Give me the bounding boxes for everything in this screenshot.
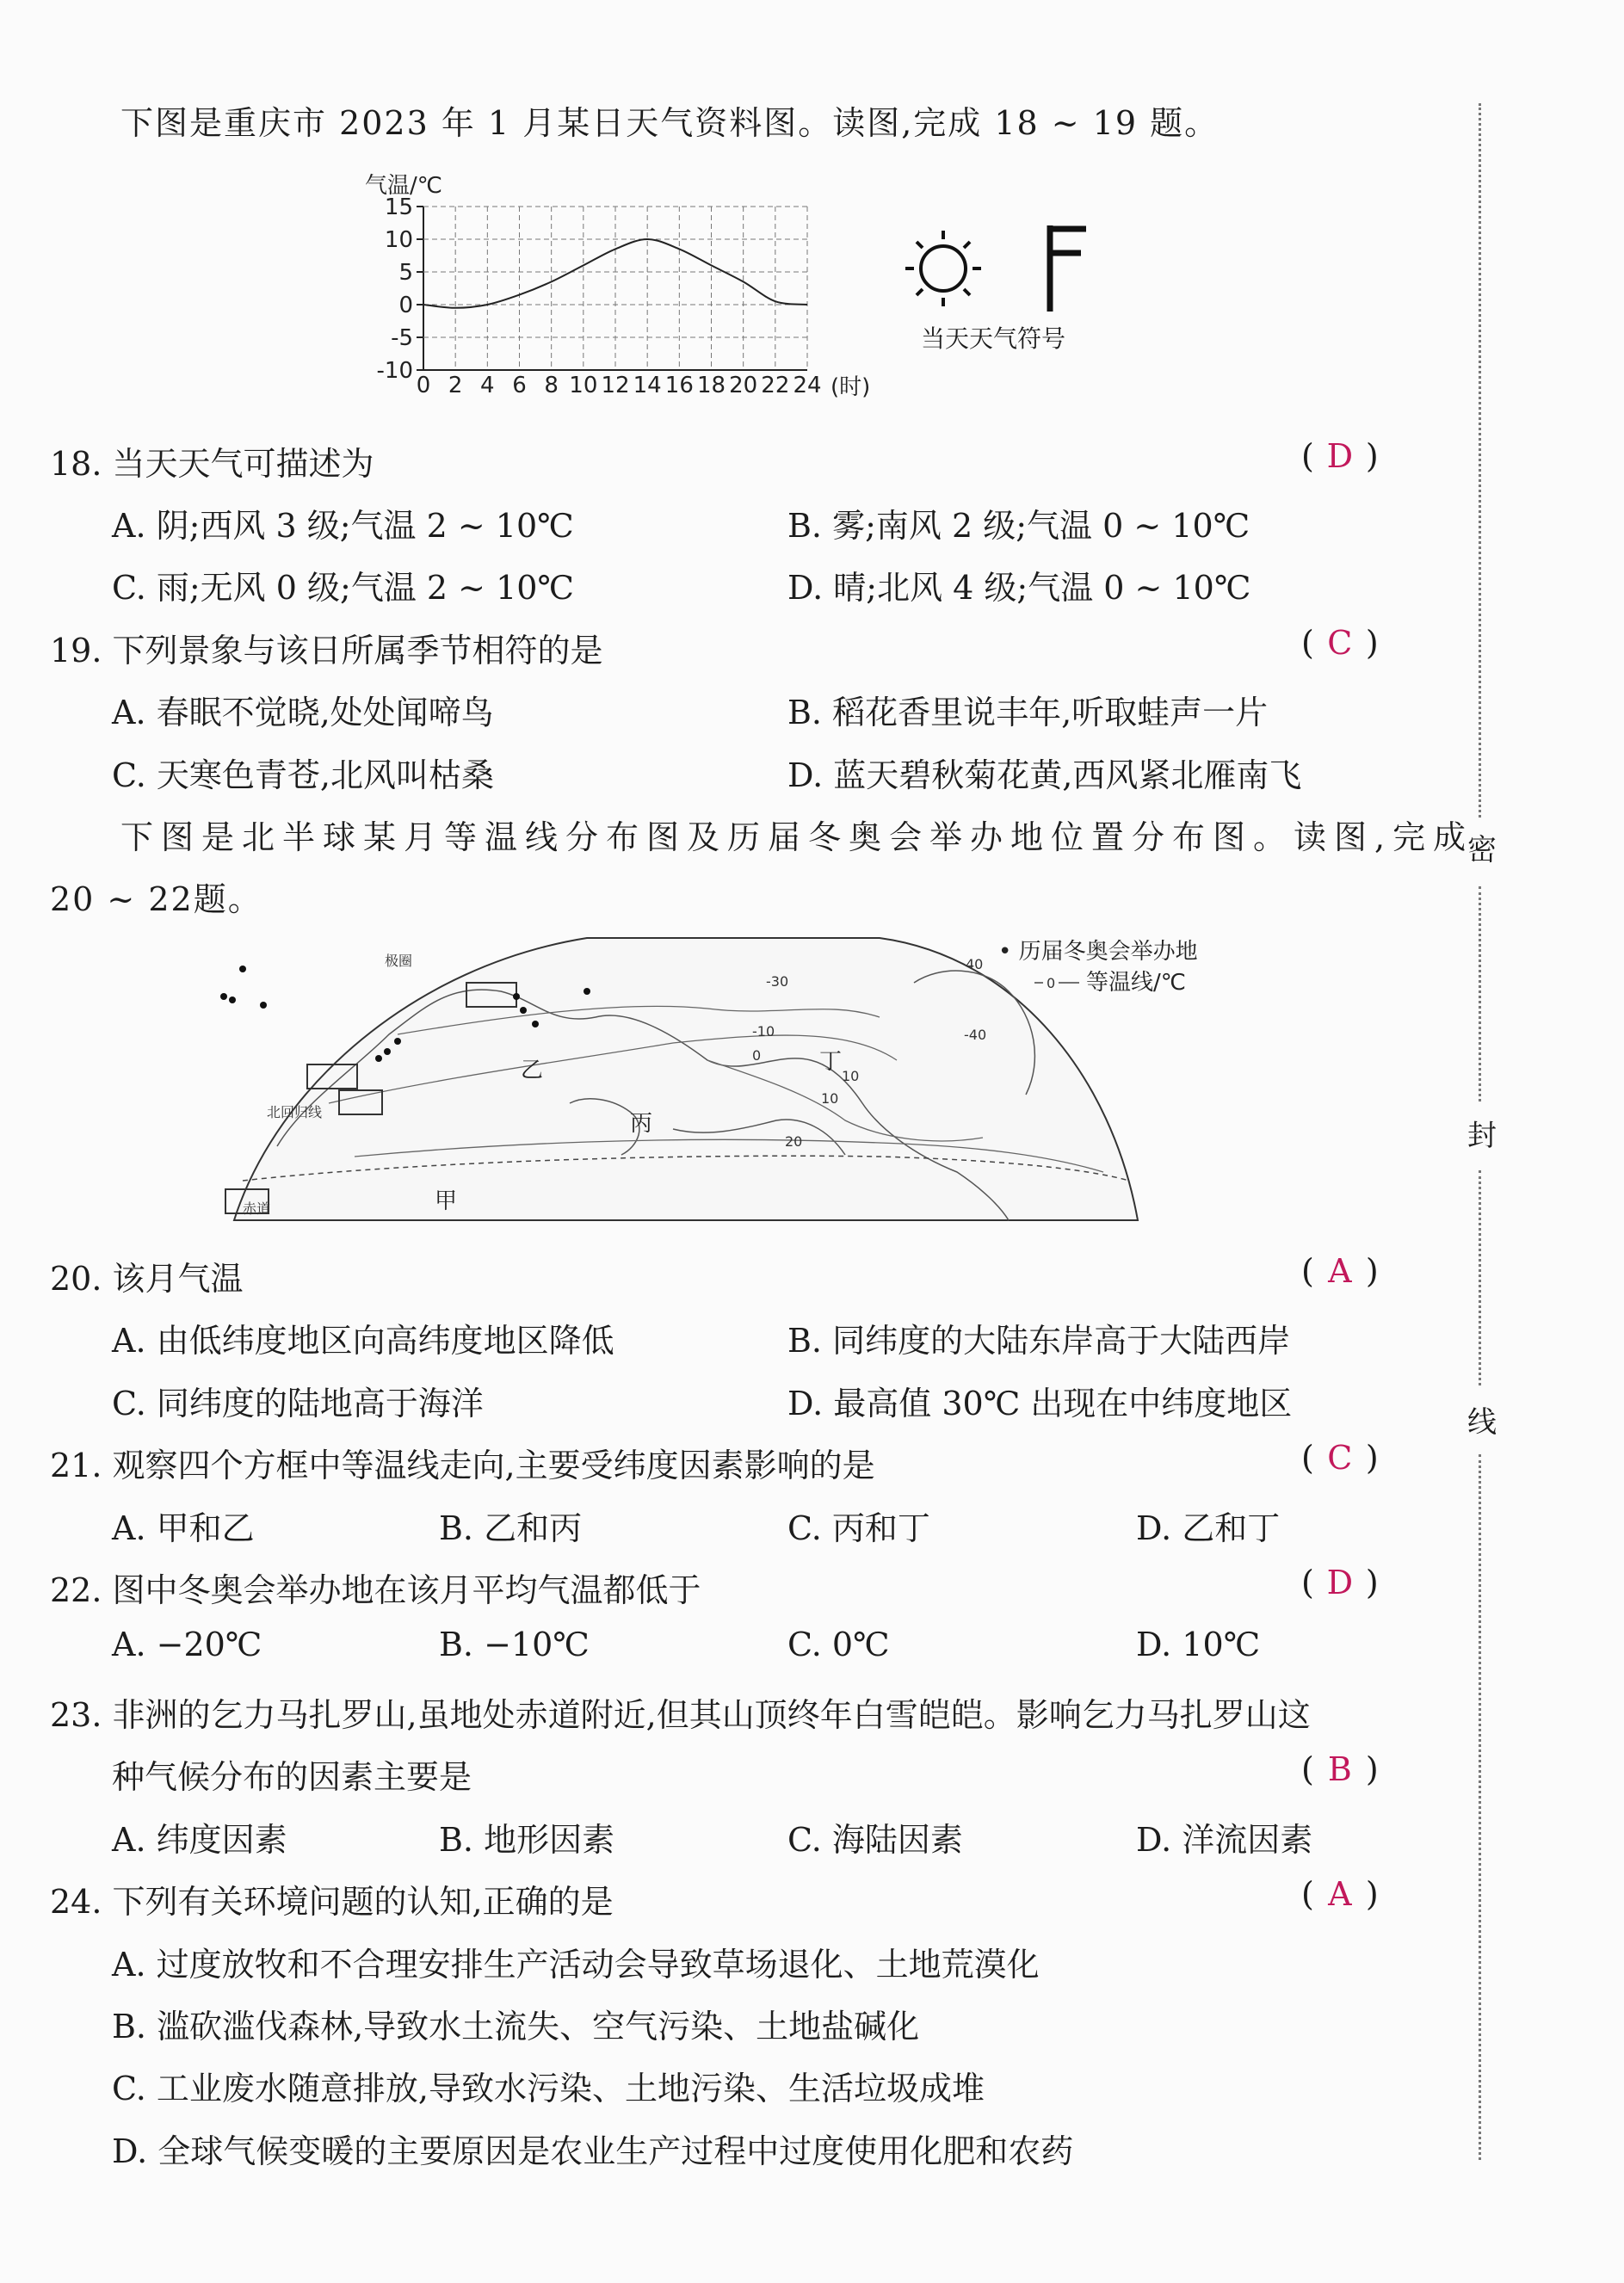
option-22-d: D. 10℃ xyxy=(1136,1626,1261,1663)
option-19-d: D. 蓝天碧秋菊花黄,西风紧北雁南飞 xyxy=(787,756,1302,794)
option-18-a: A. 阴;西风 3 级;气温 2 ~ 10℃ xyxy=(112,507,574,545)
answer-24: ( A ) xyxy=(1301,1875,1379,1913)
option-18-b: B. 雾;南风 2 级;气温 0 ~ 10℃ xyxy=(787,507,1250,545)
legend-iso: 等温线/℃ xyxy=(1086,970,1186,996)
option-21-a: A. 甲和乙 xyxy=(112,1509,255,1547)
option-24-d: D. 全球气候变暖的主要原因是农业生产过程中过度使用化肥和农药 xyxy=(112,2132,1074,2170)
margin-dotted-rule-3 xyxy=(1479,1170,1481,1385)
x-axis-label: (时) xyxy=(831,374,871,400)
question-23: 23. 非洲的乞力马扎罗山,虽地处赤道附近,但其山顶终年白雪皑皑。影响乞力马扎罗山这 xyxy=(50,1696,1311,1734)
option-19-a: A. 春眠不觉晓,处处闻啼鸟 xyxy=(112,694,494,731)
iso-value-6: -40 xyxy=(964,1027,987,1043)
option-21-c: C. 丙和丁 xyxy=(787,1509,930,1547)
option-23-a: A. 纬度因素 xyxy=(112,1821,287,1859)
y-tick-label: 10 xyxy=(384,227,413,253)
y-tick-label: -10 xyxy=(376,358,413,384)
option-24-a: A. 过度放牧和不合理安排生产活动会导致草场退化、土地荒漠化 xyxy=(112,1946,1040,1984)
margin-char-feng: 封 xyxy=(1467,1119,1497,1153)
x-tick-label: 18 xyxy=(696,373,726,398)
answer-21: ( C ) xyxy=(1301,1439,1379,1477)
weather-symbol-caption: 当天天气符号 xyxy=(921,324,1066,353)
iso-value-7: 40 xyxy=(966,956,984,972)
option-18-d: D. 晴;北风 4 级;气温 0 ~ 10℃ xyxy=(787,569,1251,607)
option-23-d: D. 洋流因素 xyxy=(1136,1821,1313,1859)
margin-dotted-rule-4 xyxy=(1479,1454,1481,2160)
margin-dotted-rule-1 xyxy=(1479,103,1481,818)
question-19: 19. 下列景象与该日所属季节相符的是 xyxy=(50,632,603,669)
question-21: 21. 观察四个方框中等温线走向,主要受纬度因素影响的是 xyxy=(50,1447,875,1484)
legend-iso-value: 0 xyxy=(1047,975,1056,991)
box-label-ding: 丁 xyxy=(819,1049,843,1075)
y-axis-label: 气温/℃ xyxy=(365,173,442,199)
region-label: 极圈 xyxy=(385,953,413,969)
question-22: 22. 图中冬奥会举办地在该月平均气温都低于 xyxy=(50,1571,701,1609)
sun-icon xyxy=(895,225,1016,329)
answer-18: ( D ) xyxy=(1301,437,1379,475)
question-24: 24. 下列有关环境问题的认知,正确的是 xyxy=(50,1883,614,1921)
x-tick-label: 24 xyxy=(793,373,822,398)
option-18-c: C. 雨;无风 0 级;气温 2 ~ 10℃ xyxy=(112,569,574,607)
option-22-a: A. −20℃ xyxy=(112,1626,262,1663)
x-tick-label: 8 xyxy=(544,373,559,398)
margin-char-mi: 密 xyxy=(1467,833,1497,867)
y-tick-label: 15 xyxy=(384,194,413,220)
x-tick-label: 20 xyxy=(729,373,758,398)
option-21-d: D. 乙和丁 xyxy=(1136,1509,1281,1547)
box-label-yi: 乙 xyxy=(521,1058,544,1083)
answer-22: ( D ) xyxy=(1301,1564,1379,1601)
option-24-b: B. 滥砍滥伐森林,导致水土流失、空气污染、土地盐碱化 xyxy=(112,2008,920,2045)
x-tick-label: 0 xyxy=(416,373,431,398)
x-tick-label: 16 xyxy=(664,373,694,398)
option-19-c: C. 天寒色青苍,北风叫枯桑 xyxy=(112,756,494,794)
legend-site: • 历届冬奥会举办地 xyxy=(998,939,1198,965)
option-23-b: B. 地形因素 xyxy=(439,1821,615,1859)
intro-20-22-line2: 20 ~ 22题。 xyxy=(50,880,262,918)
option-20-a: A. 由低纬度地区向高纬度地区降低 xyxy=(112,1322,614,1360)
answer-20: ( A ) xyxy=(1301,1252,1379,1290)
answer-23: ( B ) xyxy=(1301,1750,1379,1788)
option-20-b: B. 同纬度的大陆东岸高于大陆西岸 xyxy=(787,1322,1291,1360)
y-tick-label: 5 xyxy=(398,260,413,286)
equator-label: 赤道 xyxy=(243,1200,271,1217)
margin-char-xian: 线 xyxy=(1467,1405,1497,1440)
option-24-c: C. 工业废水随意排放,导致水污染、土地污染、生活垃圾成堆 xyxy=(112,2070,985,2107)
option-20-c: C. 同纬度的陆地高于海洋 xyxy=(112,1385,484,1422)
question-18: 18. 当天天气可描述为 xyxy=(50,445,374,483)
chart-grid xyxy=(417,207,807,370)
box-label-bing: 丙 xyxy=(630,1111,653,1137)
option-23-c: C. 海陆因素 xyxy=(787,1821,963,1859)
intro-20-22-line1: 下图是北半球某月等温线分布图及历届冬奥会举办地位置分布图。读图,完成 xyxy=(120,818,1474,856)
tropic-label: 北回归线 xyxy=(267,1104,323,1120)
iso-value-3: 0 xyxy=(752,1047,762,1064)
option-22-c: C. 0℃ xyxy=(787,1626,890,1663)
iso-value-8: 10 xyxy=(821,1090,839,1107)
box-label-jia: 甲 xyxy=(435,1188,458,1214)
x-tick-label: 4 xyxy=(480,373,495,398)
iso-value-1: -30 xyxy=(766,973,789,990)
x-tick-label: 22 xyxy=(761,373,790,398)
margin-dotted-rule-2 xyxy=(1479,886,1481,1101)
option-20-d: D. 最高值 30℃ 出现在中纬度地区 xyxy=(787,1385,1293,1422)
option-19-b: B. 稻花香里说丰年,听取蛙声一片 xyxy=(787,694,1269,731)
iso-value-4: 10 xyxy=(842,1068,860,1084)
iso-value-5: 20 xyxy=(785,1133,803,1150)
question-20: 20. 该月气温 xyxy=(50,1260,244,1298)
answer-19: ( C ) xyxy=(1301,624,1379,662)
intro-18-19: 下图是重庆市 2023 年 1 月某日天气资料图。读图,完成 18 ~ 19 题。 xyxy=(120,104,1220,142)
x-tick-label: 6 xyxy=(512,373,527,398)
question-23-line2: 种气候分布的因素主要是 xyxy=(112,1758,472,1796)
wind-barb-icon xyxy=(1041,222,1093,317)
option-21-b: B. 乙和丙 xyxy=(439,1509,583,1547)
temperature-chart xyxy=(344,164,904,413)
x-tick-label: 12 xyxy=(601,373,630,398)
y-tick-label: -5 xyxy=(391,325,413,351)
y-tick-label: 0 xyxy=(398,293,413,318)
x-tick-label: 14 xyxy=(633,373,662,398)
option-22-b: B. −10℃ xyxy=(439,1626,590,1663)
x-tick-label: 10 xyxy=(569,373,598,398)
isotherm-map xyxy=(225,931,1198,1224)
iso-value-2: -10 xyxy=(752,1023,775,1040)
x-tick-label: 2 xyxy=(448,373,463,398)
